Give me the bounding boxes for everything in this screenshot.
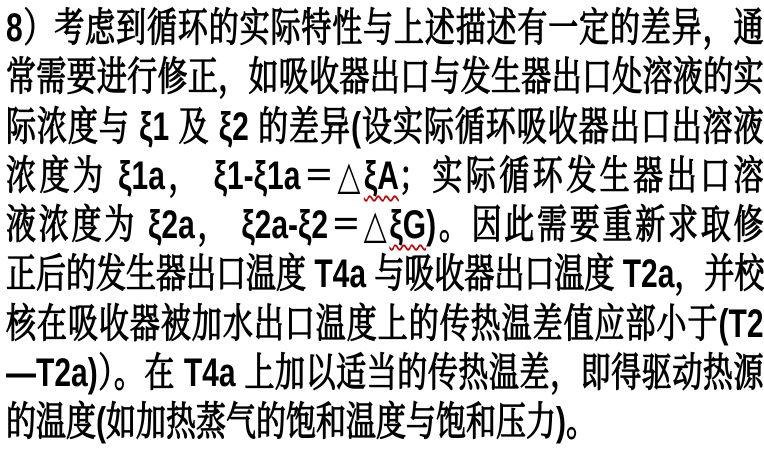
text-segment: 的温度(如加热蒸气的饱和温度与饱和压力)。: [6, 400, 596, 445]
text-line-9: [6, 398, 764, 447]
text-line-3: [6, 103, 764, 152]
text-segment: —T2a)）。在 T4a 上加以适当的传热温差，即得驱动热源: [6, 351, 764, 396]
text-line-7: [6, 300, 764, 349]
misspelled-term: ξG: [389, 203, 427, 248]
text-line-5: [6, 201, 764, 250]
text-line-1: [6, 4, 764, 53]
text-segment: ；实际循环发生器出口溶: [398, 153, 764, 198]
text-line-6: [6, 250, 764, 299]
text-line-8: [6, 349, 764, 398]
paragraph-text: [6, 4, 764, 448]
text-segment: )。因此需要重新求取修: [426, 203, 764, 248]
text-segment: 液浓度为 ξ2a， ξ2a-ξ2＝△: [6, 203, 390, 248]
text-segment: 际浓度与 ξ1 及 ξ2 的差异(设实际循环吸收器出口出溶液: [6, 104, 764, 149]
text-segment: 正后的发生器出口温度 T4a 与吸收器出口温度 T2a，并校: [6, 252, 764, 297]
text-segment: 常需要进行修正，如吸收器出口与发生器出口处溶液的实: [6, 55, 764, 100]
text-line-2: [6, 53, 764, 102]
misspelled-term: ξA: [363, 153, 399, 198]
text-segment: 核在吸收器被加水出口温度上的传热温差值应部小于(T2: [6, 301, 764, 346]
text-segment: 浓度为 ξ1a， ξ1-ξ1a＝△: [6, 153, 364, 198]
text-segment: 8）考虑到循环的实际特性与上述描述有一定的差异，通: [6, 6, 764, 50]
text-line-4: [6, 152, 764, 201]
